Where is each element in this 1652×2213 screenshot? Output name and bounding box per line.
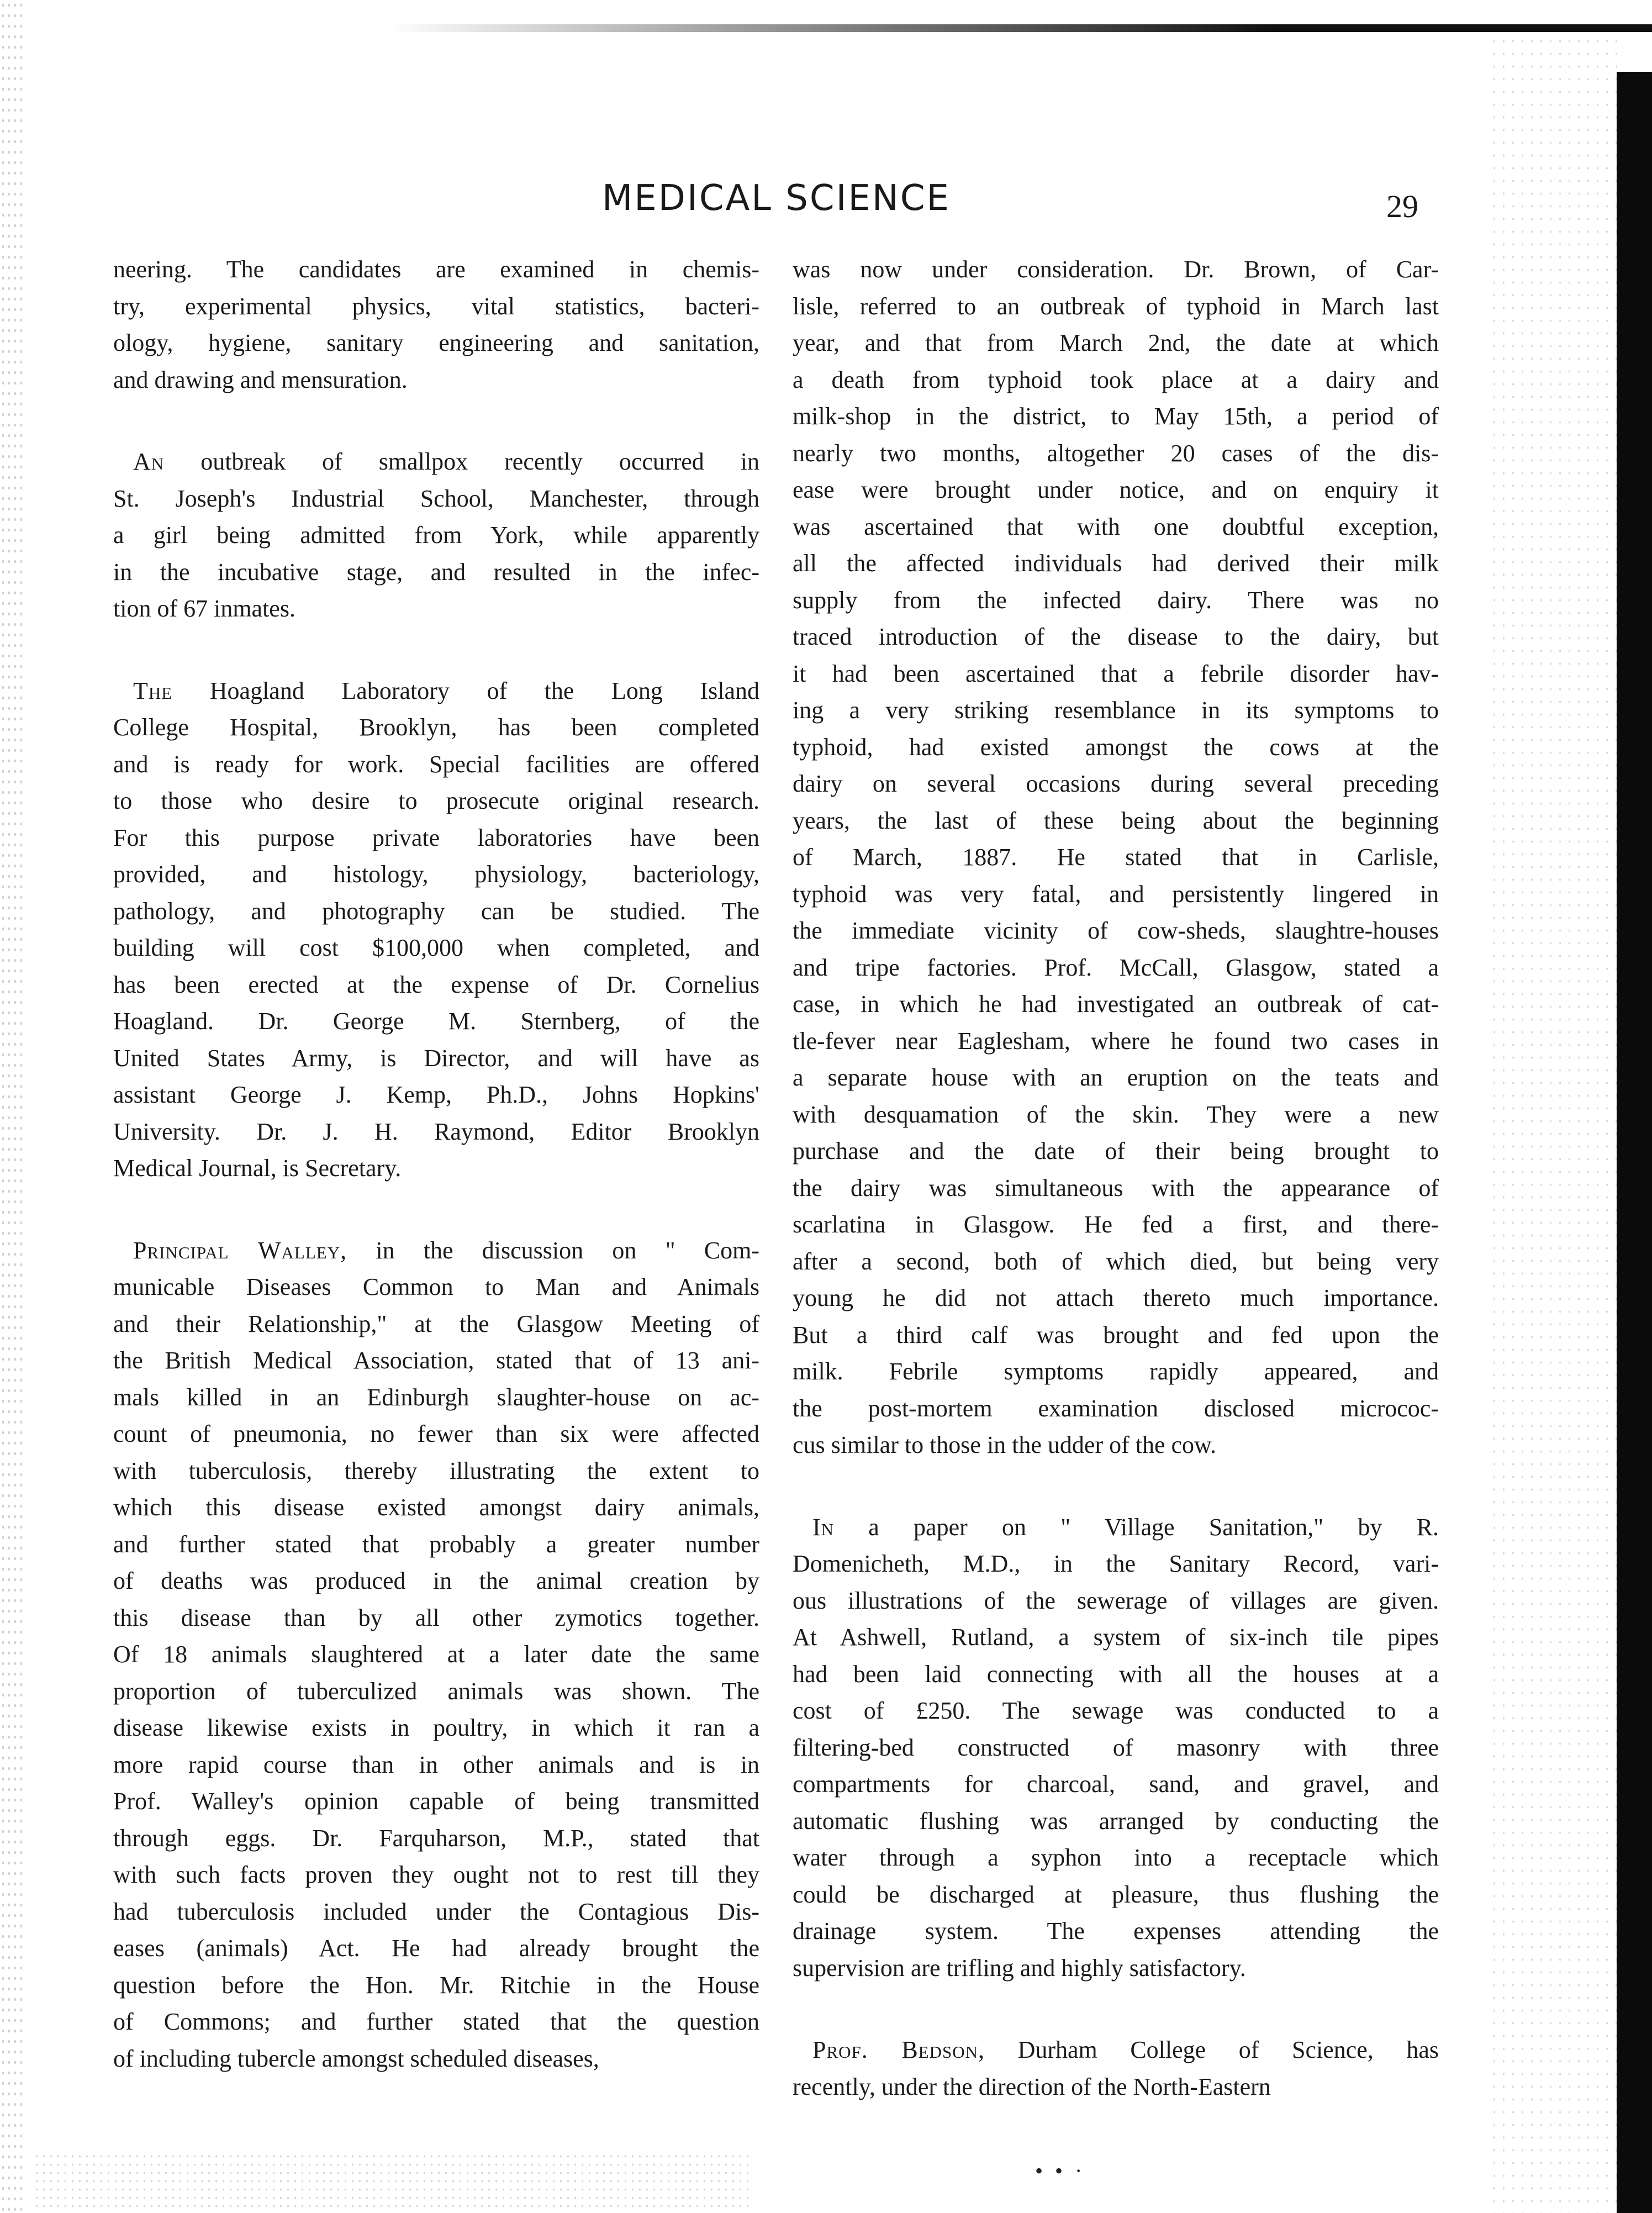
text-line: [793, 251, 1439, 288]
line-text: more rapid course than in other animals and is in: [113, 1751, 759, 1778]
paragraph: [793, 2032, 1439, 2105]
text-line: [793, 545, 1439, 582]
text-line: [793, 1280, 1439, 1317]
line-text: St. Joseph's Industrial School, Manchester, through: [113, 484, 759, 512]
line-text: supply from the infected dairy. There was no: [793, 586, 1439, 614]
line-text: with such facts proven they ought not to rest till they: [113, 1861, 759, 1888]
line-text: in the discussion on " Com-: [347, 1236, 759, 1264]
text-line: [793, 1023, 1439, 1060]
text-line: [113, 1857, 759, 1894]
line-text: of including tubercle amongst scheduled diseases,: [113, 2045, 599, 2072]
text-line: [113, 820, 759, 857]
line-text: after a second, both of which died, but being very: [793, 1247, 1439, 1275]
left-column: [113, 251, 759, 2077]
text-line: [793, 1656, 1439, 1693]
text-line: [793, 435, 1439, 472]
paragraph-lead: Principal Walley,: [133, 1236, 347, 1264]
line-text: the post-mortem examination disclosed micrococ-: [793, 1394, 1439, 1422]
line-text: Of 18 animals slaughtered at a later date the same: [113, 1641, 759, 1668]
line-text: disease likewise exists in poultry, in which it ran a: [113, 1714, 759, 1741]
line-text: of deaths was produced in the animal creation by: [113, 1567, 759, 1594]
line-text: to those who desire to prosecute original research.: [113, 787, 759, 814]
text-line: [793, 656, 1439, 693]
text-line: [793, 325, 1439, 362]
text-line: [113, 673, 759, 710]
line-text: a death from typhoid took place at a dairy and: [793, 366, 1439, 393]
scan-noise-bottom: [33, 2152, 751, 2213]
text-line: [113, 1894, 759, 1931]
line-text: United States Army, is Director, and will have as: [113, 1044, 759, 1072]
text-line: [793, 913, 1439, 950]
text-line: [793, 1730, 1439, 1767]
text-line: [793, 876, 1439, 913]
line-text: could be discharged at pleasure, thus flushing the: [793, 1880, 1439, 1908]
line-text: ous illustrations of the sewerage of villages are given.: [793, 1587, 1439, 1614]
text-line: [793, 362, 1439, 399]
paragraph: [793, 251, 1439, 1464]
text-line: [113, 1453, 759, 1490]
text-line: [113, 362, 759, 399]
text-line: [113, 1930, 759, 1967]
text-line: [113, 2004, 759, 2041]
text-line: [793, 1840, 1439, 1877]
line-text: it had been ascertained that a febrile disorder hav-: [793, 660, 1439, 687]
paragraph: [793, 1509, 1439, 1987]
line-text: University. Dr. J. H. Raymond, Editor Brooklyn: [113, 1118, 759, 1145]
text-line: [793, 1803, 1439, 1840]
line-text: question before the Hon. Mr. Ritchie in the House: [113, 1971, 759, 1999]
line-text: typhoid, had existed amongst the cows at the: [793, 733, 1439, 761]
line-text: Prof. Walley's opinion capable of being transmitted: [113, 1788, 759, 1815]
paragraph: [113, 444, 759, 628]
line-text: a separate house with an eruption on the teats and: [793, 1064, 1439, 1091]
text-line: [113, 1967, 759, 2004]
line-text: and drawing and mensuration.: [113, 366, 408, 393]
line-text: of March, 1887. He stated that in Carlisle,: [793, 844, 1439, 871]
text-line: [113, 1232, 759, 1269]
text-line: [793, 986, 1439, 1023]
text-line: [113, 1003, 759, 1040]
text-line: [793, 1913, 1439, 1950]
text-line: [113, 325, 759, 362]
text-line: [793, 1133, 1439, 1170]
line-text: count of pneumonia, no fewer than six were affected: [113, 1420, 759, 1447]
line-text: was ascertained that with one doubtful exception,: [793, 513, 1439, 540]
text-line: [113, 1526, 759, 1563]
text-line: [793, 1170, 1439, 1207]
line-text: cus similar to those in the udder of the cow.: [793, 1431, 1216, 1458]
line-text: pathology, and photography can be studied. The: [113, 897, 759, 925]
text-line: [793, 1619, 1439, 1656]
line-text: filtering-bed constructed of masonry with three: [793, 1733, 1439, 1761]
text-line: [113, 1379, 759, 1416]
text-line: [113, 1077, 759, 1114]
text-line: [793, 1509, 1439, 1546]
line-text: provided, and histology, physiology, bacteriology,: [113, 861, 759, 888]
line-text: which this disease existed amongst dairy animals,: [113, 1494, 759, 1521]
line-text: mals killed in an Edinburgh slaughter-house on ac-: [113, 1383, 759, 1411]
text-line: [793, 729, 1439, 766]
scan-noise-right: [1490, 22, 1617, 2213]
scan-edge-right: [1617, 72, 1652, 2213]
text-line: [793, 1060, 1439, 1097]
text-line: [113, 1150, 759, 1187]
line-text: Hoagland Laboratory of the Long Island: [172, 677, 759, 704]
text-line: [113, 1747, 759, 1784]
text-line: [793, 1583, 1439, 1620]
line-text: traced introduction of the disease to the dairy, but: [793, 623, 1439, 650]
text-line: [113, 1489, 759, 1526]
bottom-mark: • • ·: [1035, 2158, 1086, 2183]
line-text: building will cost $100,000 when completed, and: [113, 934, 759, 961]
scan-noise-left: [0, 0, 25, 2213]
line-text: this disease than by all other zymotics together.: [113, 1604, 759, 1631]
line-text: outbreak of smallpox recently occurred in: [164, 448, 759, 475]
text-line: [793, 619, 1439, 656]
text-line: [793, 1427, 1439, 1464]
line-text: water through a syphon into a receptacle which: [793, 1844, 1439, 1871]
right-column: [793, 251, 1439, 2105]
line-text: recently, under the direction of the North-Eastern: [793, 2073, 1271, 2100]
text-line: [113, 1342, 759, 1379]
page-number: 29: [1386, 188, 1418, 224]
line-text: and further stated that probably a greater number: [113, 1530, 759, 1558]
line-text: young he did not attach thereto much importance.: [793, 1284, 1439, 1311]
text-line: [113, 1269, 759, 1306]
line-text: a girl being admitted from York, while apparently: [113, 521, 759, 549]
text-line: [113, 2041, 759, 2078]
line-text: typhoid was very fatal, and persistently lingered in: [793, 880, 1439, 908]
paragraph: [113, 673, 759, 1187]
text-line: [793, 1244, 1439, 1281]
text-line: [113, 1416, 759, 1453]
line-text: tion of 67 inmates.: [113, 595, 295, 622]
text-line: [793, 582, 1439, 619]
text-line: [113, 1673, 759, 1710]
line-text: automatic flushing was arranged by conducting the: [793, 1807, 1439, 1835]
line-text: ease were brought under notice, and on enquiry it: [793, 476, 1439, 503]
line-text: College Hospital, Brooklyn, has been completed: [113, 714, 759, 741]
line-text: neering. The candidates are examined in chemis-: [113, 256, 759, 283]
text-line: [113, 1040, 759, 1077]
text-line: [113, 444, 759, 481]
line-text: ology, hygiene, sanitary engineering and sanitation,: [113, 329, 759, 356]
text-line: [793, 1206, 1439, 1244]
line-text: But a third calf was brought and fed upon the: [793, 1321, 1439, 1348]
line-text: tle-fever near Eaglesham, where he found two cases in: [793, 1027, 1439, 1055]
text-line: [113, 1306, 759, 1343]
line-text: the British Medical Association, stated that of 13 ani-: [113, 1347, 759, 1374]
text-line: [113, 1783, 759, 1820]
text-line: [793, 1693, 1439, 1730]
text-line: [793, 692, 1439, 729]
line-text: Domenicheth, M.D., in the Sanitary Record, vari-: [793, 1550, 1439, 1577]
line-text: eases (animals) Act. He had already brought the: [113, 1935, 759, 1962]
line-text: ing a very striking resemblance in its symptoms to: [793, 697, 1439, 724]
running-head: MEDICAL SCIENCE: [602, 178, 951, 219]
line-text: Durham College of Science, has: [985, 2036, 1439, 2063]
line-text: For this purpose private laboratories have been: [113, 824, 759, 851]
line-text: municable Diseases Common to Man and Animals: [113, 1273, 759, 1300]
text-line: [793, 1877, 1439, 1914]
text-line: [113, 517, 759, 554]
text-line: [793, 839, 1439, 876]
text-line: [793, 2069, 1439, 2106]
text-line: [793, 472, 1439, 509]
text-line: [793, 1097, 1439, 1134]
line-text: assistant George J. Kemp, Ph.D., Johns Hopkins': [113, 1081, 759, 1108]
text-line: [113, 1600, 759, 1637]
line-text: drainage system. The expenses attending the: [793, 1917, 1439, 1945]
line-text: Hoagland. Dr. George M. Sternberg, of the: [113, 1008, 759, 1035]
line-text: scarlatina in Glasgow. He fed a first, and there-: [793, 1211, 1439, 1238]
line-text: of Commons; and further stated that the question: [113, 2008, 759, 2035]
line-text: dairy on several occasions during several preceding: [793, 770, 1439, 797]
line-text: and is ready for work. Special facilities are offered: [113, 750, 759, 778]
text-line: [113, 783, 759, 820]
line-text: try, experimental physics, vital statistics, bacteri-: [113, 292, 759, 320]
line-text: compartments for charcoal, sand, and gravel, and: [793, 1771, 1439, 1798]
text-line: [793, 1766, 1439, 1803]
text-line: [113, 1563, 759, 1600]
text-line: [113, 893, 759, 930]
text-line: [793, 950, 1439, 987]
line-text: in the incubative stage, and resulted in the infec-: [113, 558, 759, 586]
text-line: [113, 591, 759, 628]
text-line: [113, 554, 759, 591]
line-text: and their Relationship," at the Glasgow Meeting of: [113, 1310, 759, 1337]
line-text: has been erected at the expense of Dr. Cornelius: [113, 971, 759, 998]
text-line: [793, 288, 1439, 325]
paragraph: [113, 251, 759, 398]
text-line: [793, 1950, 1439, 1987]
text-line: [113, 288, 759, 325]
text-line: [113, 1114, 759, 1151]
text-line: [113, 1820, 759, 1857]
text-line: [793, 766, 1439, 803]
line-text: years, the last of these being about the beginning: [793, 807, 1439, 834]
line-text: was now under consideration. Dr. Brown, of Car-: [793, 256, 1439, 283]
line-text: had been laid connecting with all the houses at a: [793, 1660, 1439, 1688]
line-text: cost of £250. The sewage was conducted to a: [793, 1697, 1439, 1724]
text-line: [113, 967, 759, 1004]
text-line: [793, 509, 1439, 546]
text-line: [793, 398, 1439, 435]
line-text: case, in which he had investigated an outbreak of cat-: [793, 990, 1439, 1018]
text-line: [793, 1317, 1439, 1354]
text-line: [793, 1353, 1439, 1390]
line-text: Medical Journal, is Secretary.: [113, 1155, 402, 1182]
line-text: and tripe factories. Prof. McCall, Glasgow, stated a: [793, 953, 1439, 981]
line-text: the dairy was simultaneous with the appearance of: [793, 1174, 1439, 1202]
text-line: [113, 930, 759, 967]
line-text: milk. Febrile symptoms rapidly appeared, and: [793, 1358, 1439, 1385]
paragraph-lead: An: [133, 448, 165, 475]
paragraph-lead: In: [812, 1513, 835, 1541]
line-text: through eggs. Dr. Farquharson, M.P., stated that: [113, 1824, 759, 1852]
text-line: [113, 1710, 759, 1747]
text-line: [793, 1546, 1439, 1583]
paragraph: [113, 1232, 759, 2078]
line-text: nearly two months, altogether 20 cases of the dis-: [793, 439, 1439, 467]
line-text: milk-shop in the district, to May 15th, a period of: [793, 403, 1439, 430]
line-text: had tuberculosis included under the Contagious Dis-: [113, 1898, 759, 1925]
line-text: purchase and the date of their being brought to: [793, 1137, 1439, 1165]
text-line: [113, 856, 759, 893]
line-text: the immediate vicinity of cow-sheds, slaughtre-houses: [793, 917, 1439, 944]
line-text: a paper on " Village Sanitation," by R.: [834, 1513, 1439, 1541]
line-text: with desquamation of the skin. They were a new: [793, 1100, 1439, 1128]
text-line: [793, 1390, 1439, 1427]
line-text: with tuberculosis, thereby illustrating the extent to: [113, 1457, 759, 1484]
paragraph-lead: Prof. Bedson,: [812, 2036, 985, 2063]
paragraph-lead: The: [133, 677, 173, 704]
text-line: [113, 709, 759, 746]
line-text: lisle, referred to an outbreak of typhoid in March last: [793, 292, 1439, 320]
line-text: supervision are trifling and highly satisfactory.: [793, 1954, 1246, 1982]
text-line: [793, 803, 1439, 840]
text-line: [113, 1636, 759, 1673]
text-line: [113, 251, 759, 288]
text-line: [113, 481, 759, 518]
scan-edge-top: [387, 24, 1652, 32]
text-line: [793, 2032, 1439, 2069]
line-text: proportion of tuberculized animals was shown. The: [113, 1677, 759, 1705]
text-line: [113, 746, 759, 783]
line-text: At Ashwell, Rutland, a system of six-inch tile pipes: [793, 1624, 1439, 1651]
line-text: all the affected individuals had derived their milk: [793, 550, 1439, 577]
line-text: year, and that from March 2nd, the date at which: [793, 329, 1439, 356]
